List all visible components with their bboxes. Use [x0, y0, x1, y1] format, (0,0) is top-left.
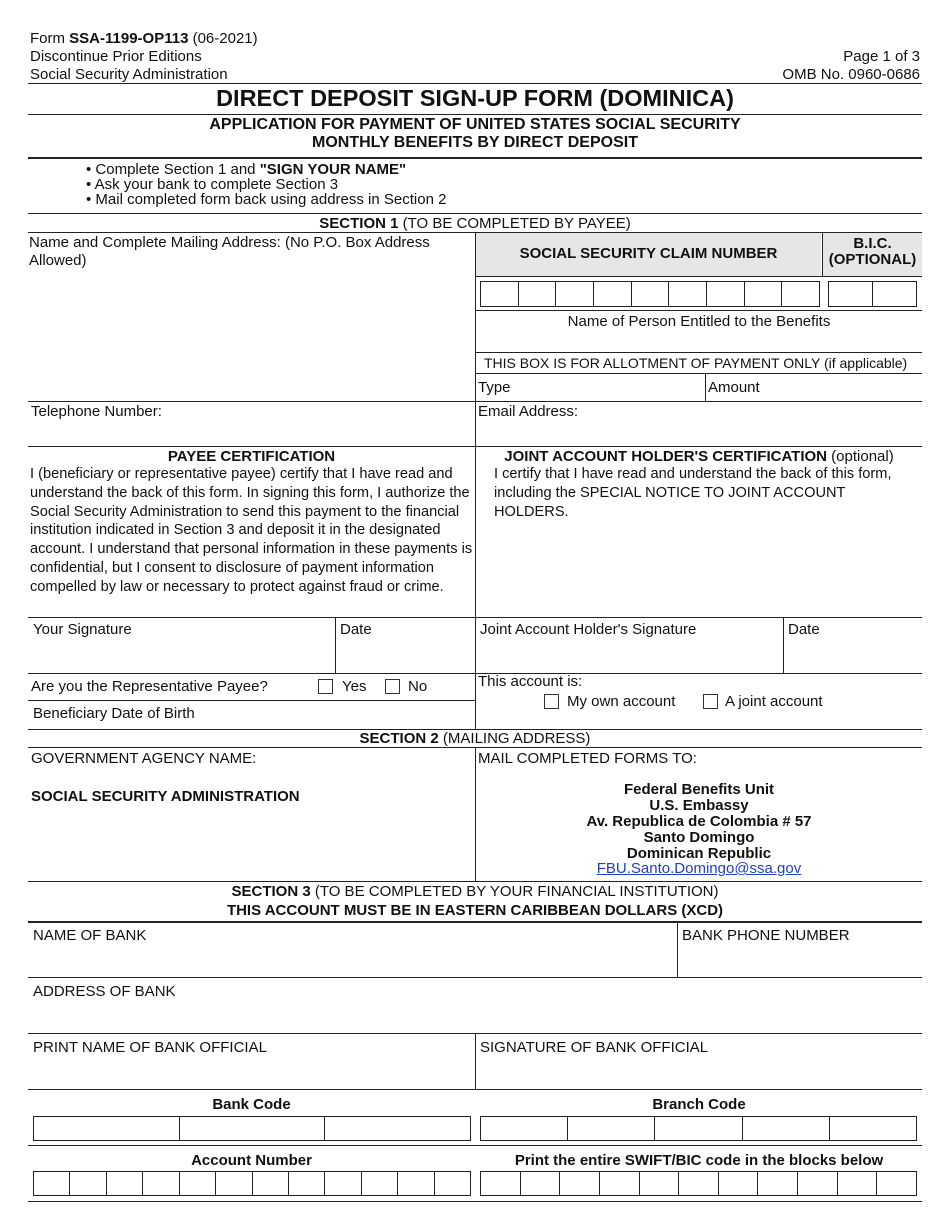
divider [28, 114, 922, 115]
bic-box[interactable] [873, 282, 916, 306]
date-label: Date [340, 621, 372, 638]
page-title: DIRECT DEPOSIT SIGN-UP FORM (DOMINICA) [216, 85, 734, 111]
divider [475, 352, 922, 353]
official-name-field[interactable] [30, 1058, 470, 1086]
account-digit-box[interactable] [34, 1172, 70, 1195]
gov-agency-value: SOCIAL SECURITY ADMINISTRATION [31, 788, 300, 805]
swift-char-box[interactable] [521, 1172, 561, 1195]
column-divider [475, 232, 476, 730]
form-number: SSA-1199-OP113 [69, 30, 189, 47]
mail-to-label: MAIL COMPLETED FORMS TO: [478, 750, 697, 767]
amount-field[interactable] [770, 376, 920, 398]
swift-char-box[interactable] [798, 1172, 838, 1195]
swift-char-box[interactable] [560, 1172, 600, 1195]
ssn-digit-box[interactable] [782, 282, 819, 306]
branch-code-box[interactable] [568, 1117, 655, 1140]
account-digit-box[interactable] [435, 1172, 470, 1195]
ssn-header-label: SOCIAL SECURITY CLAIM NUMBER [519, 245, 778, 262]
name-address-field[interactable] [28, 270, 473, 400]
swift-char-box[interactable] [719, 1172, 759, 1195]
divider [28, 673, 922, 674]
discontinue-note: Discontinue Prior Editions [30, 48, 202, 65]
subtitle-line2: MONTHLY BENEFITS BY DIRECT DEPOSIT [312, 134, 638, 151]
ssn-digit-box[interactable] [594, 282, 632, 306]
swift-char-box[interactable] [838, 1172, 878, 1195]
email-field[interactable] [476, 420, 922, 444]
swift-label: Print the entire SWIFT/BIC code in the blocks below [514, 1152, 884, 1169]
joint-date-label: Date [788, 621, 820, 638]
swift-char-box[interactable] [758, 1172, 798, 1195]
account-number-boxes[interactable] [33, 1171, 471, 1196]
branch-code-boxes[interactable] [480, 1116, 917, 1141]
divider [28, 446, 922, 447]
account-digit-box[interactable] [180, 1172, 216, 1195]
account-digit-box[interactable] [325, 1172, 361, 1195]
ssn-digit-box[interactable] [707, 282, 745, 306]
branch-code-box[interactable] [743, 1117, 830, 1140]
ssn-digit-box[interactable] [632, 282, 670, 306]
name-entitled-label: Name of Person Entitled to the Benefits [567, 313, 831, 330]
branch-code-box[interactable] [655, 1117, 742, 1140]
subtitle-line1: APPLICATION FOR PAYMENT OF UNITED STATES SOCIAL SECURITY [209, 116, 741, 133]
payee-cert-title: PAYEE CERTIFICATION [167, 448, 336, 465]
bic-box[interactable] [829, 282, 873, 306]
joint-account-checkbox[interactable] [703, 694, 718, 709]
address-line-2: U.S. Embassy [649, 797, 749, 814]
omb-number: OMB No. 0960-0686 [782, 66, 920, 83]
your-signature-field[interactable] [30, 640, 330, 670]
bic-header-label-2: (OPTIONAL) [828, 251, 917, 268]
joint-date-field[interactable] [786, 640, 920, 670]
divider [28, 1089, 922, 1090]
official-name-label: PRINT NAME OF BANK OFFICIAL [33, 1039, 267, 1056]
swift-char-box[interactable] [600, 1172, 640, 1195]
bank-name-field[interactable] [30, 946, 670, 974]
divider [28, 700, 475, 701]
gov-agency-label: GOVERNMENT AGENCY NAME: [31, 750, 257, 767]
your-signature-label: Your Signature [33, 621, 132, 638]
email-label: Email Address: [478, 403, 579, 420]
rep-payee-question: Are you the Representative Payee? [31, 678, 268, 695]
account-digit-box[interactable] [289, 1172, 325, 1195]
bank-phone-field[interactable] [680, 946, 920, 974]
bic-input-boxes[interactable] [828, 281, 917, 307]
swift-boxes[interactable] [480, 1171, 917, 1196]
account-digit-box[interactable] [216, 1172, 252, 1195]
divider [28, 881, 922, 882]
account-digit-box[interactable] [107, 1172, 143, 1195]
currency-note: THIS ACCOUNT MUST BE IN EASTERN CARIBBEAN DOLLARS (XCD) [226, 902, 724, 919]
agency-name: Social Security Administration [30, 66, 228, 83]
ssn-digit-box[interactable] [556, 282, 594, 306]
email-link[interactable]: FBU.Santo.Domingo@ssa.gov [596, 860, 802, 877]
date-field[interactable] [338, 640, 472, 670]
divider [28, 617, 922, 618]
joint-cert-text: I certify that I have read and understand the back of this form, including the SPECIAL NOTICE TO JOINT ACCOUNT HOLDERS. [494, 466, 892, 520]
ssn-digit-box[interactable] [669, 282, 707, 306]
bank-code-label: Bank Code [212, 1096, 291, 1113]
account-is-label: This account is: [478, 673, 583, 690]
joint-cert-title: JOINT ACCOUNT HOLDER'S CERTIFICATION (optional) [504, 448, 894, 465]
section3-heading: SECTION 3 (TO BE COMPLETED BY YOUR FINANCIAL INSTITUTION) [231, 883, 719, 900]
page-number: Page 1 of 3 [843, 48, 920, 65]
swift-char-box[interactable] [877, 1172, 916, 1195]
name-address-label-line1: Name and Complete Mailing Address: (No P.O. Box Address [29, 234, 430, 251]
swift-char-box[interactable] [679, 1172, 719, 1195]
official-signature-label: SIGNATURE OF BANK OFFICIAL [480, 1039, 709, 1056]
divider [705, 373, 706, 401]
account-digit-box[interactable] [70, 1172, 106, 1195]
bank-code-box[interactable] [325, 1117, 470, 1140]
divider [28, 401, 922, 402]
divider [28, 157, 922, 159]
divider [28, 1201, 922, 1202]
branch-code-label: Branch Code [652, 1096, 746, 1113]
name-entitled-field[interactable] [476, 332, 922, 352]
instruction-item-3: • Mail completed form back using address in Section 2 [86, 191, 447, 208]
telephone-field[interactable] [28, 420, 473, 444]
type-field[interactable] [520, 376, 700, 398]
email-link-wrap [476, 860, 922, 877]
beneficiary-dob-label: Beneficiary Date of Birth [33, 705, 195, 722]
bic-header-label-1: B.I.C. [853, 235, 892, 252]
swift-char-box[interactable] [640, 1172, 680, 1195]
address-line-5: Dominican Republic [626, 845, 772, 862]
ssn-digit-box[interactable] [481, 282, 519, 306]
divider [28, 213, 922, 214]
account-digit-box[interactable] [398, 1172, 434, 1195]
divider [335, 617, 336, 673]
bank-code-box[interactable] [180, 1117, 326, 1140]
section1-heading: SECTION 1 (TO BE COMPLETED BY PAYEE) [319, 215, 631, 232]
divider [783, 617, 784, 673]
divider [475, 373, 922, 374]
ssn-digit-box[interactable] [745, 282, 783, 306]
account-digit-box[interactable] [253, 1172, 289, 1195]
divider [28, 921, 922, 923]
bank-name-label: NAME OF BANK [33, 927, 147, 944]
section2-heading: SECTION 2 (MAILING ADDRESS) [359, 730, 591, 747]
joint-signature-label: Joint Account Holder's Signature [480, 621, 697, 638]
ssn-digit-box[interactable] [519, 282, 557, 306]
ssn-input-boxes[interactable] [480, 281, 820, 307]
no-checkbox[interactable] [385, 679, 400, 694]
divider [475, 310, 922, 311]
bank-address-label: ADDRESS OF BANK [33, 983, 176, 1000]
telephone-label: Telephone Number: [31, 403, 162, 420]
type-label: Type [478, 379, 511, 396]
bank-code-boxes[interactable] [33, 1116, 471, 1141]
amount-label: Amount [708, 379, 760, 396]
branch-code-box[interactable] [830, 1117, 916, 1140]
bank-code-box[interactable] [34, 1117, 180, 1140]
divider [28, 1145, 922, 1146]
bank-phone-label: BANK PHONE NUMBER [682, 927, 850, 944]
address-line-4: Santo Domingo [643, 829, 755, 846]
account-digit-box[interactable] [143, 1172, 179, 1195]
address-line-3: Av. Republica de Colombia # 57 [586, 813, 812, 830]
yes-label: Yes [342, 678, 367, 695]
divider [28, 83, 922, 84]
instruction-item-1: • Complete Section 1 and "SIGN YOUR NAME" [86, 161, 407, 178]
official-signature-field[interactable] [478, 1058, 920, 1086]
account-number-label: Account Number [191, 1152, 312, 1169]
bank-address-field[interactable] [30, 1002, 920, 1030]
divider [475, 1033, 476, 1089]
payee-cert-text: I (beneficiary or representative payee) certify that I have read and understand the back of this form. In signing this form, I authorize the Social Security Administration to send this payment to the financial institution indicated in Section 3 and deposit it in the designated account. I understand that personal information in these payments is confidential, but I consent to disclosure of payment information compelled by law or necessary to protect against fraud or crime. [30, 466, 473, 595]
joint-signature-field[interactable] [478, 640, 778, 670]
joint-account-label: A joint account [725, 693, 823, 710]
swift-char-box[interactable] [481, 1172, 521, 1195]
account-digit-box[interactable] [362, 1172, 398, 1195]
divider [677, 921, 678, 977]
name-address-label-line2: Allowed) [29, 252, 87, 269]
divider [28, 977, 922, 978]
address-line-1: Federal Benefits Unit [623, 781, 775, 798]
no-label: No [408, 678, 428, 695]
divider [475, 276, 922, 277]
branch-code-box[interactable] [481, 1117, 568, 1140]
form-number-line: Form SSA-1199-OP113 (06-2021) [30, 30, 258, 47]
own-account-checkbox[interactable] [544, 694, 559, 709]
own-account-label: My own account [567, 693, 676, 710]
allotment-note: THIS BOX IS FOR ALLOTMENT OF PAYMENT ONLY (if applicable) [484, 355, 908, 371]
yes-checkbox[interactable] [318, 679, 333, 694]
beneficiary-dob-field[interactable] [240, 702, 470, 726]
instruction-item-2: • Ask your bank to complete Section 3 [86, 176, 339, 193]
